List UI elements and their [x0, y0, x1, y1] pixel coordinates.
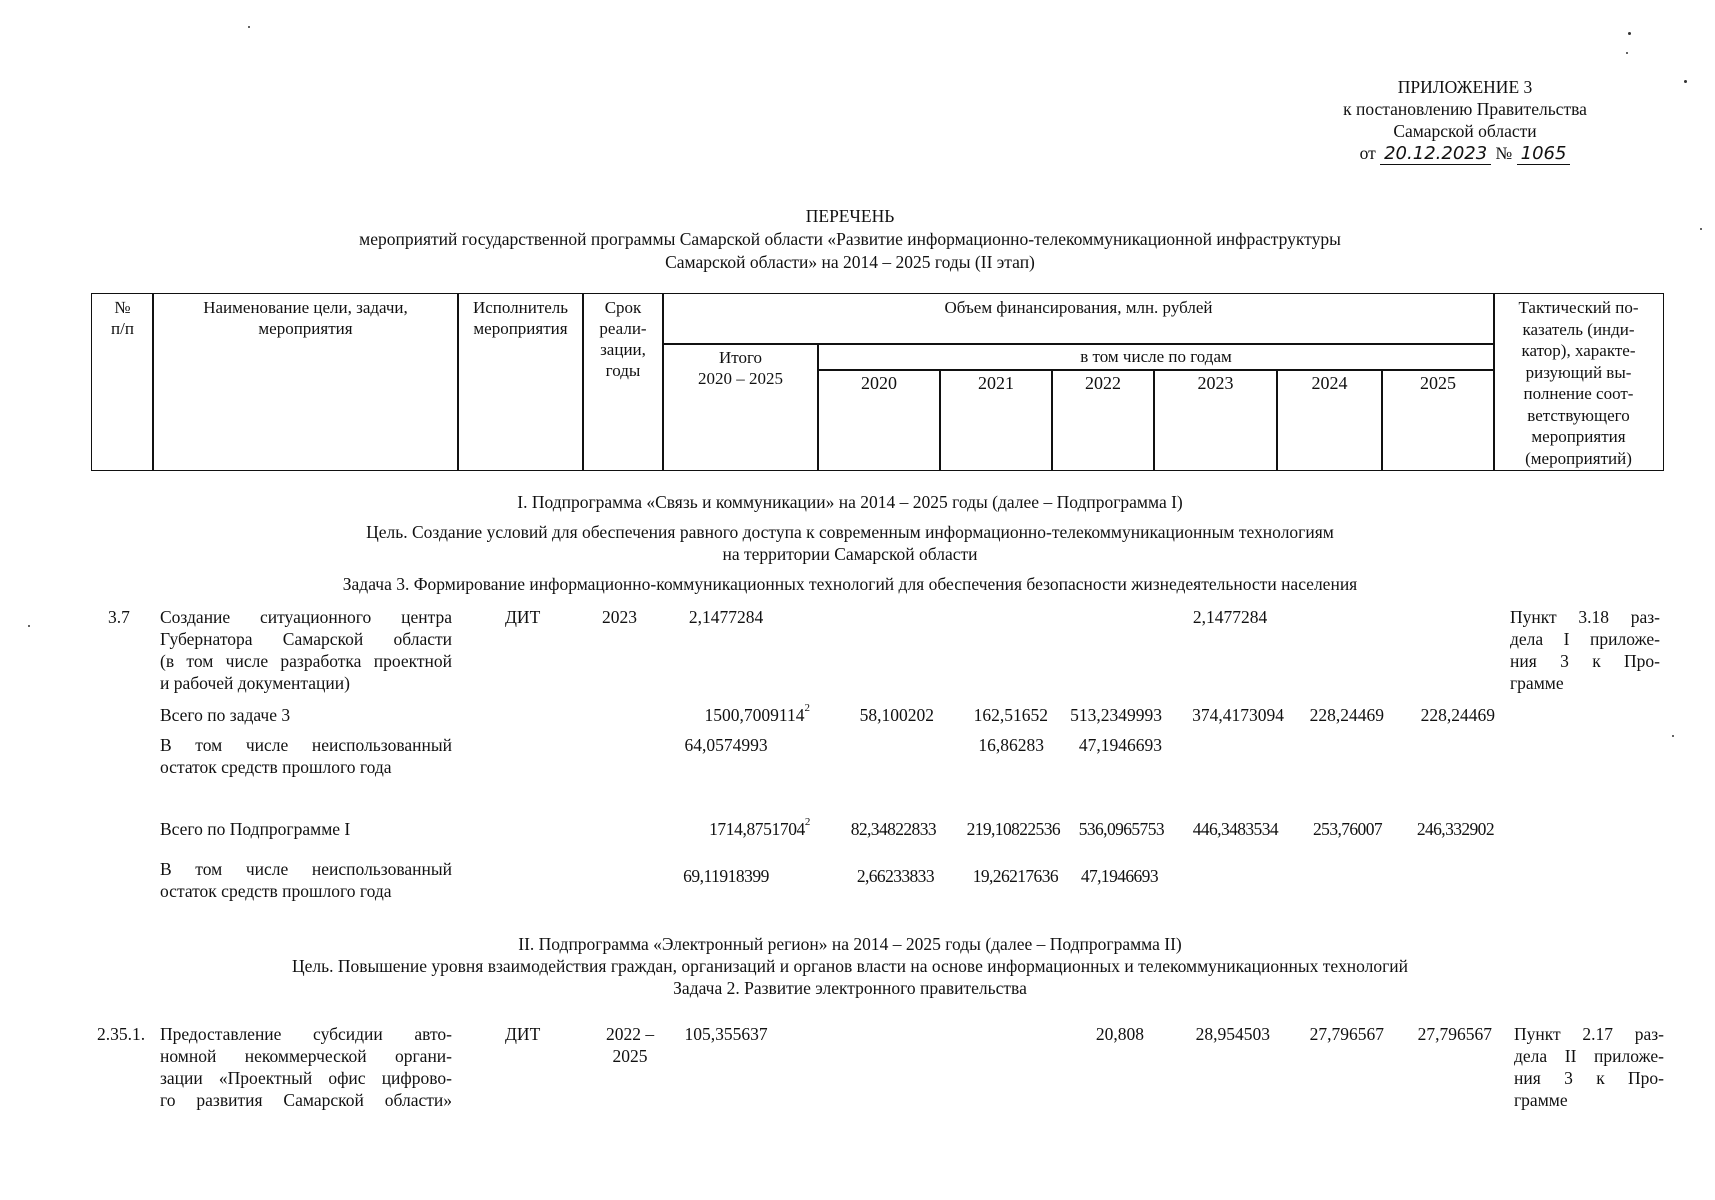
header-year-2020: 2020: [817, 369, 941, 471]
subprogram1-title: I. Подпрограмма «Связь и коммуникации» на 2014 – 2025 годы (далее – Подпрограмма I): [517, 492, 1183, 512]
scan-speck: [1672, 735, 1674, 737]
sub1-unused-2022: 47,1946693: [1080, 866, 1158, 886]
scan-speck: [1684, 80, 1687, 83]
sub1-total-value: 1714,8751704: [709, 819, 805, 839]
sub1-total-2025: 246,332902: [1416, 819, 1494, 839]
indicator-line: ния 3 к Про-: [1514, 1068, 1664, 1088]
task3-unused-2022: 47,1946693: [1078, 735, 1162, 755]
scan-speck: [248, 26, 250, 28]
from-prefix: от: [1359, 143, 1376, 163]
header-by-years: в том числе по годам: [817, 343, 1495, 371]
sub1-unused-total: 69,11918399: [683, 866, 769, 886]
task3-total-2024: 228,24469: [1309, 705, 1384, 725]
task3-total-2023: 374,4173094: [1192, 705, 1284, 725]
task3-unused-2021: 16,86283: [978, 735, 1044, 755]
indicator-line: грамме: [1510, 673, 1564, 693]
name-line: го развития Самарской области»: [160, 1090, 452, 1110]
header-funding: Объем финансирования, млн. рублей: [662, 293, 1495, 345]
indicator-line: грамме: [1514, 1090, 1568, 1110]
task3-unused-label: [160, 734, 452, 778]
label-line: остаток средств прошлого года: [160, 757, 392, 777]
appendix-date-line: [1300, 142, 1630, 165]
sub1-total-footnote: 2: [804, 816, 810, 828]
subprogram1-goal-line1: Цель. Создание условий для обеспечения равного доступа к современным информационно-телекоммуникационным технологиям: [366, 522, 1334, 542]
title-main: ПЕРЕЧЕНЬ: [805, 206, 895, 226]
sub1-unused-2020: 2,66233833: [856, 866, 934, 886]
task3-total-2021: 162,51652: [973, 705, 1048, 725]
task3-total-total: [650, 704, 810, 727]
header-total: Итого 2020 – 2025: [662, 343, 819, 471]
name-line: (в том числе разработка проектной: [160, 651, 452, 671]
header-year-2025: 2025: [1381, 369, 1495, 471]
header-year-2024: 2024: [1276, 369, 1383, 471]
subprogram2-goal: Цель. Повышение уровня взаимодействия граждан, организаций и органов власти на основе информационных и телекоммуникационных технологий: [292, 956, 1408, 976]
item-3-7-2023: 2,1477284: [1192, 607, 1268, 627]
indicator-line: дела II приложе-: [1514, 1046, 1664, 1066]
header-num: № п/п: [91, 293, 154, 471]
indicator-line: Пункт 2.17 раз-: [1514, 1024, 1664, 1044]
header-executor: Исполнитель мероприятия: [457, 293, 584, 471]
item-3-7-indicator: [1510, 606, 1660, 694]
header-year-2023: 2023: [1153, 369, 1278, 471]
item-2-35-1-num: 2.35.1.: [97, 1024, 146, 1044]
scan-speck: [1626, 52, 1628, 54]
item-2-35-1-indicator: [1514, 1023, 1664, 1111]
item-2-35-1-2024: 27,796567: [1309, 1024, 1384, 1044]
name-line: и рабочей документации): [160, 673, 350, 693]
indicator-line: Пункт 3.18 раз-: [1510, 607, 1660, 627]
title-line1: мероприятий государственной программы Самарской области «Развитие информационно-телекоммуникационной инфраструктуры: [359, 229, 1341, 249]
sub1-total-2022: 536,0965753: [1078, 819, 1164, 839]
scan-speck: [1700, 228, 1702, 230]
task3-total-2025: 228,24469: [1420, 705, 1495, 725]
name-line: Губернатора Самарской области: [160, 629, 452, 649]
label-line: остаток средств прошлого года: [160, 881, 392, 901]
appendix-line2: Самарской области: [1393, 121, 1537, 141]
item-3-7-term: 2023: [602, 607, 637, 627]
task3-total-footnote: 2: [804, 702, 810, 714]
sub1-total-2024: 253,76007: [1313, 819, 1382, 839]
item-2-35-1-name: [160, 1023, 452, 1111]
term-line: 2022 –: [605, 1024, 655, 1044]
sub1-total-label: Всего по Подпрограмме I: [160, 819, 351, 839]
table-header: [91, 293, 1664, 471]
sub1-total-total: [650, 818, 810, 841]
subprogram2-title: II. Подпрограмма «Электронный регион» на 2014 – 2025 годы (далее – Подпрограмма II): [518, 934, 1182, 954]
task3-total-2022: 513,2349993: [1070, 705, 1162, 725]
document-title: [250, 205, 1450, 274]
task3-total-label: Всего по задаче 3: [160, 705, 291, 725]
indicator-line: ния 3 к Про-: [1510, 651, 1660, 671]
title-line2: Самарской области» на 2014 – 2025 годы (II этап): [665, 252, 1035, 272]
indicator-line: дела I приложе-: [1510, 629, 1660, 649]
name-line: Предоставление субсидии авто-: [160, 1024, 452, 1044]
handwritten-date: 20.12.2023: [1380, 143, 1491, 165]
appendix-title: ПРИЛОЖЕНИЕ 3: [1397, 77, 1533, 97]
sub1-unused-2021: 19,26217636: [972, 866, 1058, 886]
appendix-line1: к постановлению Правительства: [1343, 99, 1587, 119]
subprogram1-task: Задача 3. Формирование информационно-коммуникационных технологий для обеспечения безопасности жизнедеятельности населения: [342, 574, 1358, 594]
item-2-35-1-total: 105,355637: [684, 1024, 768, 1044]
header-term: Срок реали- зации, годы: [582, 293, 664, 471]
sub1-total-2023: 446,3483534: [1192, 819, 1278, 839]
subprogram1-goal-line2: на территории Самарской области: [722, 544, 978, 564]
item-2-35-1-2022: 20,808: [1095, 1024, 1144, 1044]
header-indicator: Тактический по- казатель (инди- катор), характе- ризующий вы- полнение соот- ветствующего мероприятия (мероприятий): [1493, 293, 1664, 471]
sub1-total-2021: 219,10822536: [966, 819, 1060, 839]
appendix-header: [1300, 76, 1630, 165]
name-line: Создание ситуационного центра: [160, 607, 452, 627]
item-2-35-1-2023: 28,954503: [1195, 1024, 1270, 1044]
item-2-35-1-executor: ДИТ: [505, 1024, 541, 1044]
label-line: В том числе неиспользованный: [160, 859, 452, 879]
scan-speck: [1628, 32, 1631, 35]
term-line: 2025: [612, 1046, 648, 1066]
item-3-7-executor: ДИТ: [505, 607, 541, 627]
task3-total-value: 1500,7009114: [704, 705, 805, 725]
task3-unused-total: 64,0574993: [684, 735, 768, 755]
subprogram2-task: Задача 2. Развитие электронного правительства: [673, 978, 1027, 998]
header-year-2022: 2022: [1051, 369, 1155, 471]
name-line: зации «Проектный офис цифрово-: [160, 1068, 452, 1088]
task3-total-2020: 58,100202: [859, 705, 934, 725]
header-name: Наименование цели, задачи, мероприятия: [152, 293, 459, 471]
header-year-2021: 2021: [939, 369, 1053, 471]
item-3-7-total: 2,1477284: [688, 607, 764, 627]
sub1-unused-label: [160, 858, 452, 902]
scan-speck: [28, 625, 30, 627]
sub1-total-2020: 82,34822833: [850, 819, 936, 839]
number-prefix: №: [1495, 143, 1513, 163]
item-3-7-num: 3.7: [108, 607, 130, 627]
name-line: номной некоммерческой органи-: [160, 1046, 452, 1066]
item-3-7-name: [160, 606, 452, 694]
item-2-35-1-2025: 27,796567: [1417, 1024, 1492, 1044]
item-2-35-1-term: [590, 1023, 670, 1067]
handwritten-number: 1065: [1517, 143, 1571, 165]
label-line: В том числе неиспользованный: [160, 735, 452, 755]
